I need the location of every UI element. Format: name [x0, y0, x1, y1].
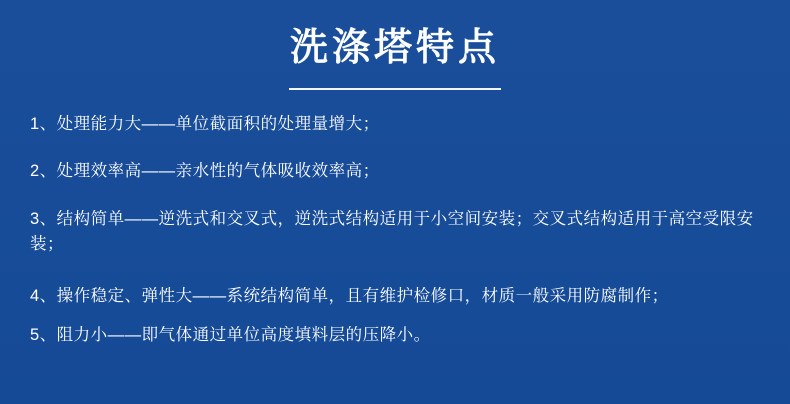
- list-item: 3、结构简单——逆洗式和交叉式，逆洗式结构适用于小空间安装；交叉式结构适用于高空受限安装；: [30, 209, 754, 254]
- feature-list: [0, 90, 790, 349]
- title-underline-divider: [289, 88, 501, 90]
- page-title: 洗涤塔特点: [289, 27, 500, 69]
- list-item: 2、处理效率高——亲水性的气体吸收效率高；: [30, 162, 380, 181]
- list-item: 1、处理能力大——单位截面积的处理量增大；: [30, 114, 380, 133]
- list-item: 5、阻力小——即气体通过单位高度填料层的压降小。: [30, 326, 431, 345]
- list-item: 4、操作稳定、弹性大——系统结构简单，且有维护检修口，材质一般采用防腐制作；: [30, 286, 669, 305]
